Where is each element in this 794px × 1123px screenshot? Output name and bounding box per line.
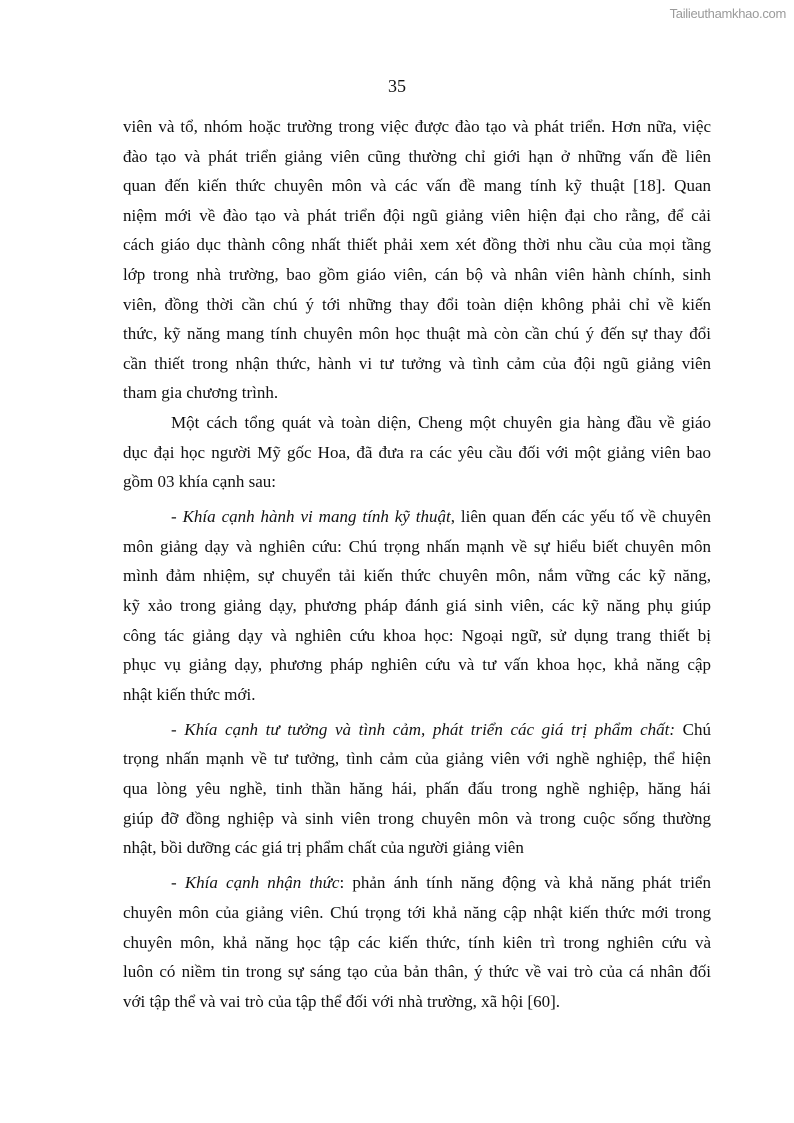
text-span: viên, đồng thời cần chú ý tới những thay đổi toàn diện không phải chỉ về kiến — [123, 294, 711, 314]
text-span: gồm 03 khía cạnh sau: — [123, 472, 276, 492]
text-span: đào tạo và phát triển giảng viên cũng thường chỉ giới hạn ở những vấn đề liên — [123, 146, 711, 166]
text-line — [123, 290, 711, 320]
text-span: : phản ánh tính năng động và khả năng phát triển — [339, 873, 711, 893]
text-line — [123, 650, 711, 680]
text-line — [123, 833, 711, 863]
text-span: tham gia chương trình. — [123, 383, 279, 403]
text-span: cách giáo dục thành công nhất thiết phải xem xét đồng thời nhu cầu của mọi tầng — [123, 235, 711, 255]
text-span: kỹ xảo trong giảng dạy, phương pháp đánh giá sinh viên, các kỹ năng phụ giúp — [123, 596, 711, 615]
text-span: Một cách tổng quát và toàn diện, Cheng một chuyên gia hàng đầu về giáo — [171, 412, 711, 432]
text-span: qua lòng yêu nghề, tinh thần hăng hái, phấn đấu trong nghề nghiệp, hăng hái — [123, 779, 711, 799]
paragraph — [123, 408, 711, 497]
text-span: - — [171, 873, 185, 893]
paragraph — [123, 112, 711, 408]
paragraph — [123, 715, 711, 863]
text-line — [123, 680, 711, 710]
text-span: luôn có niềm tin trong sự sáng tạo của bản thân, ý thức về vai trò của cá nhân đối — [123, 962, 711, 982]
paragraph — [123, 502, 711, 709]
document-body — [123, 112, 711, 1016]
text-span: mình đảm nhiệm, sự chuyển tải kiến thức chuyên môn, nắm vững các kỹ năng, — [123, 566, 711, 586]
text-line — [123, 260, 711, 290]
text-span: - — [171, 719, 185, 739]
text-line — [123, 621, 711, 651]
text-line — [123, 591, 711, 621]
text-line — [123, 142, 711, 172]
text-span: quan đến kiến thức chuyên môn và các vấn đề mang tính kỹ thuật [18]. Quan — [123, 176, 711, 196]
text-span: thức, kỹ năng mang tính chuyên môn học thuật mà còn cần chú ý đến sự thay đổi — [123, 324, 711, 344]
text-span: lớp trong nhà trường, bao gồm giáo viên, cán bộ và nhân viên hành chính, sinh — [123, 264, 711, 284]
text-line — [123, 319, 711, 349]
text-span: Chú — [675, 719, 711, 739]
text-span: nhật, bồi dưỡng các giá trị phẩm chất của người giảng viên — [123, 838, 524, 858]
paragraph — [123, 868, 711, 1016]
text-line — [123, 561, 711, 591]
text-line — [123, 502, 711, 532]
text-line — [123, 744, 711, 774]
text-line — [123, 532, 711, 562]
text-span: - — [171, 507, 183, 527]
text-span: , liên quan đến các yếu tố về chuyên — [450, 507, 711, 527]
text-span: chuyên môn của giảng viên. Chú trọng tới khả năng cập nhật kiến thức mới trong — [123, 902, 711, 922]
text-span: giúp đỡ đồng nghiệp và sinh viên trong chuyên môn và trong cuộc sống thường — [123, 808, 711, 828]
text-span: nhật kiến thức mới. — [123, 684, 256, 704]
italic-text: Khía cạnh hành vi mang tính kỹ thuật — [182, 507, 451, 527]
text-line — [123, 112, 711, 142]
italic-text: Khía cạnh tư tưởng và tình cảm, phát triển các giá trị phẩm chất: — [184, 719, 676, 739]
text-span: công tác giảng dạy và nghiên cứu khoa học: Ngoại ngữ, sử dụng trang thiết bị — [123, 625, 711, 645]
text-span: viên và tổ, nhóm hoặc trường trong việc được đào tạo và phát triển. Hơn nữa, việc — [123, 117, 711, 136]
text-span: trọng nhấn mạnh về tư tưởng, tình cảm của giảng viên với nghề nghiệp, thể hiện — [123, 749, 711, 769]
text-line — [123, 438, 711, 468]
text-line — [123, 349, 711, 379]
text-line — [123, 408, 711, 438]
text-span: với tập thể và vai trò của tập thể đối với nhà trường, xã hội [60]. — [123, 991, 560, 1011]
text-line — [123, 467, 711, 497]
text-span: cần thiết trong nhận thức, hành vi tư tưởng và tình cảm của đội ngũ giảng viên — [123, 353, 711, 373]
text-line — [123, 774, 711, 804]
text-line — [123, 868, 711, 898]
watermark: Tailieuthamkhao.com — [669, 6, 786, 21]
text-line — [123, 171, 711, 201]
text-span: chuyên môn, khả năng học tập các kiến thức, tính kiên trì trong nghiên cứu và — [123, 932, 711, 952]
text-line — [123, 987, 711, 1017]
text-line — [123, 230, 711, 260]
text-line — [123, 957, 711, 987]
text-line — [123, 715, 711, 745]
text-line — [123, 928, 711, 958]
text-line — [123, 378, 711, 408]
text-span: dục đại học người Mỹ gốc Hoa, đã đưa ra các yêu cầu đối với một giảng viên bao — [123, 442, 711, 462]
text-line — [123, 804, 711, 834]
text-span: niệm mới về đào tạo và phát triển đội ngũ giảng viên hiện đại cho rằng, để cải — [123, 205, 711, 225]
text-line — [123, 201, 711, 231]
text-span: phục vụ giảng dạy, phương pháp nghiên cứu và tư vấn khoa học, khả năng cập — [123, 655, 711, 675]
page-number: 35 — [388, 76, 406, 96]
text-line — [123, 898, 711, 928]
italic-text: Khía cạnh nhận thức — [184, 873, 340, 893]
text-span: môn giảng dạy và nghiên cứu: Chú trọng nhấn mạnh về sự hiểu biết chuyên môn — [123, 536, 711, 556]
